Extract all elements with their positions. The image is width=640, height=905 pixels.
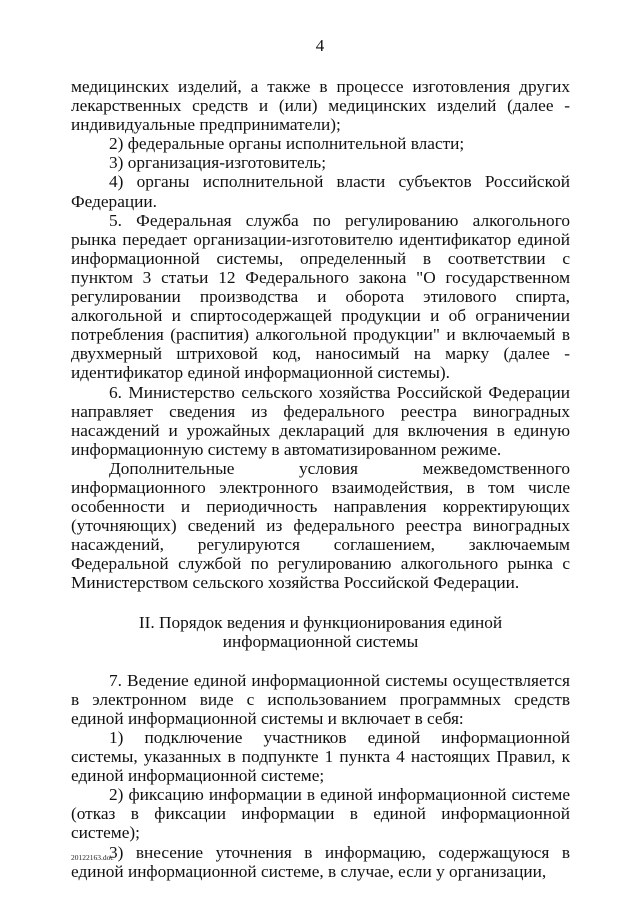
section-heading-line-2: информационной системы [222,631,419,651]
list-item-4: 4) органы исполнительной власти субъектов Российской Федерации. [71,172,570,211]
footer-filename: 20122163.doc [71,853,114,862]
paragraph-5: 5. Федеральная служба по регулированию алкогольного рынка передает организации-изготовителю идентификатор единой информационной системы, определенный в соответствии с пунктом 3 статьи 12 Федерального закона "О государственном регулировании производства и оборота этилового спирта, алкогольной и спиртосодержащей продукции и об ограничении потребления (распития) алкогольной продукции" и включаемый в двухмерный штриховой код, наносимый на марку (далее - идентификатор единой информационной системы). [71,210,570,383]
section-heading [71,613,570,651]
paragraph-6: 6. Министерство сельского хозяйства Российской Федерации направляет сведения из федерального реестра виноградных насаждений и урожайных деклараций для включения в единую информационную систему в автоматизированном режиме. [71,382,570,459]
document-body [71,77,570,881]
section-heading-line-1: II. Порядок ведения и функционирования единой [138,612,503,632]
subitem-2: 2) фиксацию информации в единой информационной системе (отказ в фиксации информации в единой информационной системе); [71,785,570,843]
page-number: 4 [315,36,325,55]
paragraph-additional-conditions: Дополнительные условия межведомственного информационного электронного взаимодействия, в том числе особенности и периодичность направления корректирующих (уточняющих) сведений из федерального реестра виноградных насаждений, регулируются соглашением, заключаемым Федеральной службой по регулированию алкогольного рынка с Министерством сельского хозяйства Российской Федерации. [71,458,570,593]
subitem-3: 3) внесение уточнения в информацию, содержащуюся в единой информационной системе, в случае, если у организации, [71,842,570,881]
paragraph-continuation: медицинских изделий, а также в процессе изготовления других лекарственных средств и (или) медицинских изделий (далее - индивидуальные предприниматели); [71,77,570,135]
paragraph-7: 7. Ведение единой информационной системы осуществляется в электронном виде с использованием программных средств единой информационной системы и включает в себя: [71,670,570,728]
list-item-3: 3) организация-изготовитель; [109,153,326,173]
list-item-2: 2) федеральные органы исполнительной власти; [109,134,465,154]
subitem-1: 1) подключение участников единой информационной системы, указанных в подпункте 1 пункта 4 настоящих Правил, к единой информационной системе; [71,728,570,786]
